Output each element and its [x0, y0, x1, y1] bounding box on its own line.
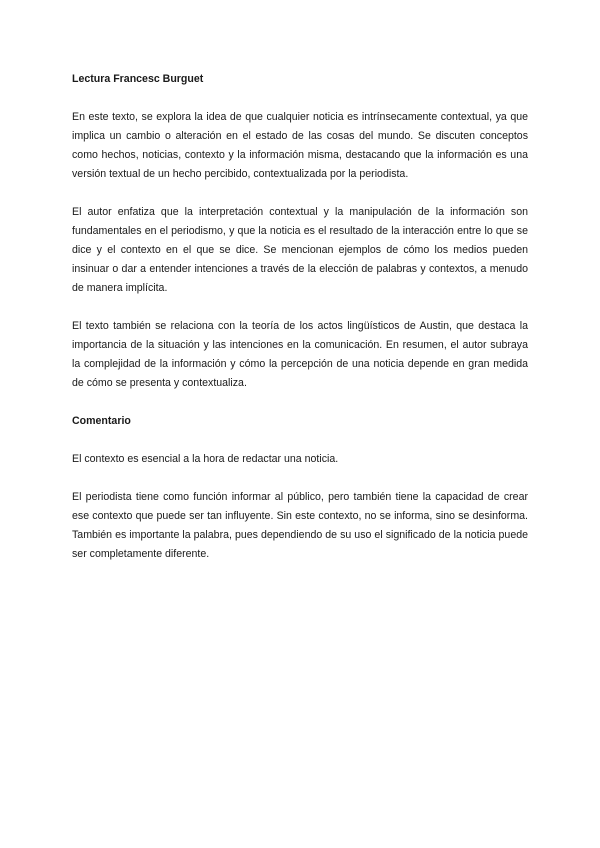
comment-paragraph-1: El contexto es esencial a la hora de redactar una noticia. — [72, 453, 339, 465]
reading-paragraph-3: El texto también se relaciona con la teoría de los actos lingüísticos de Austin, que destaca la importancia de la situación y las intenciones en la comunicación. En resumen, el autor subraya la complejidad de la información y cómo la percepción de una noticia depende en gran medida de cómo se presenta y contextualiza. — [72, 320, 528, 389]
reading-paragraph-2: El autor enfatiza que la interpretación contextual y la manipulación de la información son fundamentales en el periodismo, y que la noticia es el resultado de la interacción entre lo que se dice y el contexto en el que se dice. Se mencionan ejemplos de cómo los medios pueden insinuar o dar a entender intenciones a través de la elección de palabras y contextos, a menudo de manera implícita. — [72, 206, 528, 294]
comment-paragraph-2: El periodista tiene como función informar al público, pero también tiene la capacidad de crear ese contexto que puede ser tan influyente. Sin este contexto, no se informa, sino se desinforma. También es importante la palabra, pues dependiendo de su uso el significado de la noticia puede ser completamente diferente. — [72, 491, 528, 560]
reading-paragraph-1: En este texto, se explora la idea de que cualquier noticia es intrínsecamente contextual, ya que implica un cambio o alteración en el estado de las cosas del mundo. Se discuten conceptos como hechos, noticias, contexto y la información misma, destacando que la información es una versión textual de un hecho percibido, contextualizada por la periodista. — [72, 111, 528, 180]
document-body — [72, 70, 528, 583]
document-title: Lectura Francesc Burguet — [72, 73, 204, 85]
comment-heading: Comentario — [72, 415, 131, 427]
